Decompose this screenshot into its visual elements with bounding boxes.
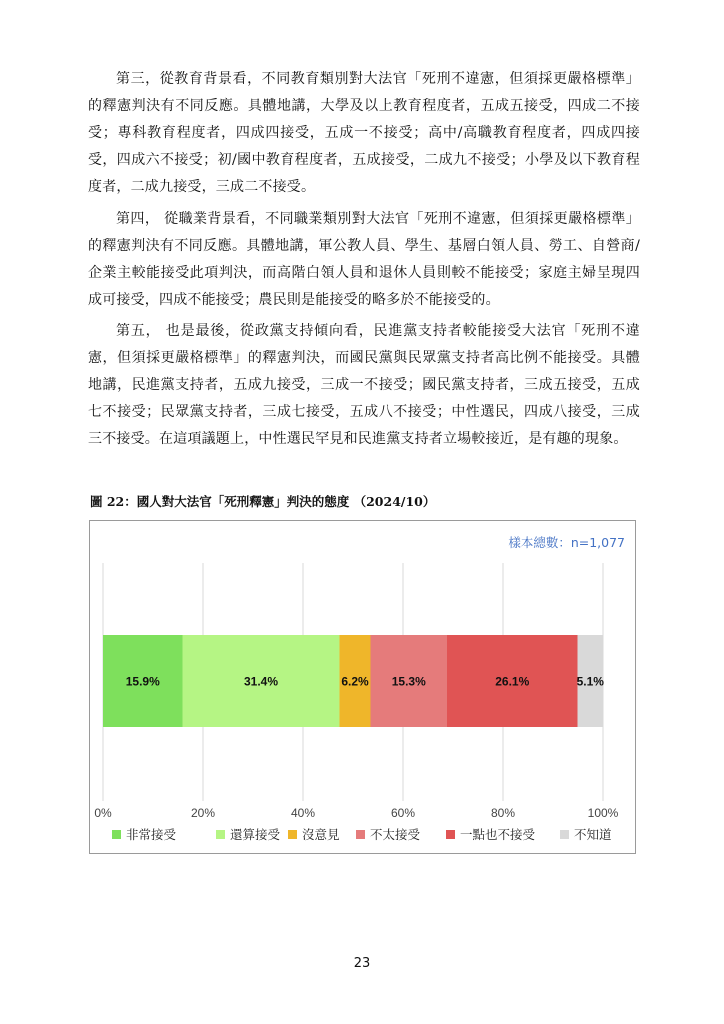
legend-label: 非常接受	[126, 827, 177, 842]
x-tick-label: 20%	[190, 806, 216, 820]
data-label: 6.2%	[341, 674, 369, 689]
legend-swatch	[560, 830, 569, 839]
legend-swatch	[446, 830, 455, 839]
legend-label: 不知道	[574, 827, 612, 842]
x-tick-label: 100%	[587, 806, 619, 820]
data-label: 15.3%	[391, 674, 426, 689]
data-label: 15.9%	[125, 674, 160, 689]
page-number: 23	[353, 956, 371, 971]
sample-size-note: 樣本總數：n=1,077	[508, 535, 625, 550]
stacked-bar-chart	[90, 521, 637, 855]
paragraph-occupation: 第四， 從職業背景看，不同職業類別對大法官「死刑不違憲，但須採更嚴格標準」的釋憲判決有不同反應。具體地講，軍公教人員、學生、基層白領人員、勞工、自營商/企業主較能接受此項判決，而高階白領人員和退休人員則較不能接受；家庭主婦呈現四成可接受，四成不能接受；農民則是能接受的略多於不能接受的。	[88, 211, 640, 308]
chart-container	[89, 520, 636, 854]
legend-label: 不太接受	[370, 827, 421, 842]
legend-swatch	[356, 830, 365, 839]
x-tick-label: 0%	[94, 806, 112, 820]
legend-swatch	[112, 830, 121, 839]
x-tick-label: 40%	[290, 806, 316, 820]
paragraph-party: 第五， 也是最後，從政黨支持傾向看，民進黨支持者較能接受大法官「死刑不違憲，但須採更嚴格標準」的釋憲判決，而國民黨與民眾黨支持者高比例不能接受。具體地講，民進黨支持者，五成九接受，三成一不接受；國民黨支持者，三成五接受，五成七不接受；民眾黨支持者，三成七接受，五成八不接受；中性選民，四成八接受，三成三不接受。在這項議題上，中性選民罕見和民進黨支持者立場較接近，是有趣的現象。	[88, 323, 640, 447]
legend-label: 一點也不接受	[460, 827, 536, 842]
data-label: 5.1%	[576, 674, 604, 689]
legend-label: 還算接受	[230, 827, 281, 842]
x-tick-label: 60%	[390, 806, 416, 820]
figure-title: 圖 22：國人對大法官「死刑釋憲」判決的態度 （2024/10）	[90, 494, 436, 509]
data-label: 31.4%	[243, 674, 279, 689]
legend-swatch	[288, 830, 297, 839]
legend-label: 沒意見	[302, 827, 340, 842]
x-tick-label: 80%	[490, 806, 516, 820]
paragraph-education: 第三，從教育背景看，不同教育類別對大法官「死刑不違憲，但須採更嚴格標準」的釋憲判決有不同反應。具體地講，大學及以上教育程度者，五成五接受，四成二不接受；專科教育程度者，四成四接受，五成一不接受；高中/高職教育程度者，四成四接受，四成六不接受；初/國中教育程度者，五成接受，二成九不接受；小學及以下教育程度者，二成九接受，三成二不接受。	[88, 71, 640, 195]
legend-swatch	[216, 830, 225, 839]
data-label: 26.1%	[495, 674, 530, 689]
